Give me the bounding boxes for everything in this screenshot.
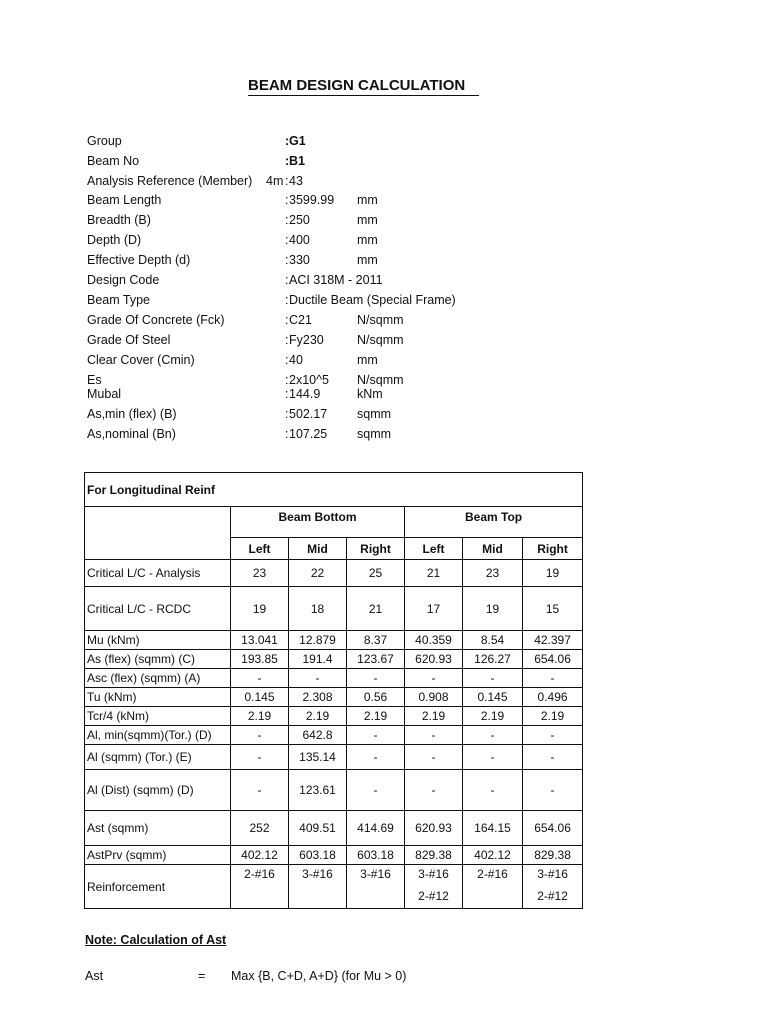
table-cell: 21 bbox=[405, 560, 463, 587]
table-row bbox=[85, 650, 583, 669]
property-value: 502.17 bbox=[289, 407, 328, 421]
table-cell: 126.27 bbox=[463, 650, 523, 669]
property-value: ACI 318M - 2011 bbox=[289, 273, 383, 287]
table-cell: 12.879 bbox=[289, 631, 347, 650]
property-colon: : bbox=[285, 373, 289, 387]
table-cell: 402.12 bbox=[463, 846, 523, 865]
table-cell: 414.69 bbox=[347, 811, 405, 846]
property-colon: : bbox=[285, 333, 289, 347]
table-cell: 620.93 bbox=[405, 650, 463, 669]
table-cell: 0.496 bbox=[523, 688, 583, 707]
property-row bbox=[0, 331, 768, 350]
table-cell: - bbox=[523, 745, 583, 770]
property-label: Beam Type bbox=[87, 293, 151, 307]
table-cell: 191.4 bbox=[289, 650, 347, 669]
reinforcement-secondary bbox=[349, 889, 402, 903]
property-unit: N/sqmm bbox=[357, 313, 404, 327]
table-cell: 620.93 bbox=[405, 811, 463, 846]
reinforcement-cell bbox=[405, 865, 463, 909]
table-cell: 15 bbox=[523, 587, 583, 631]
reinforcement-primary: 2-#16 bbox=[244, 867, 275, 881]
table-cell: 2.19 bbox=[289, 707, 347, 726]
table-cell: 252 bbox=[231, 811, 289, 846]
property-value: 400 bbox=[289, 233, 310, 247]
table-cell: 164.15 bbox=[463, 811, 523, 846]
table-cell: 2.19 bbox=[231, 707, 289, 726]
table-cell: - bbox=[347, 770, 405, 811]
table-cell: - bbox=[405, 770, 463, 811]
table-cell: 193.85 bbox=[231, 650, 289, 669]
property-row bbox=[0, 172, 768, 191]
row-label: As (flex) (sqmm) (C) bbox=[85, 650, 231, 669]
property-value: Ductile Beam (Special Frame) bbox=[289, 293, 456, 307]
table-cell: - bbox=[405, 726, 463, 745]
table-row bbox=[85, 631, 583, 650]
document-title: BEAM DESIGN CALCULATION bbox=[248, 77, 479, 96]
table-cell: 42.397 bbox=[523, 631, 583, 650]
property-row bbox=[0, 132, 768, 151]
row-label: Al (Dist) (sqmm) (D) bbox=[85, 770, 231, 811]
property-row bbox=[0, 351, 768, 370]
reinforcement-cell bbox=[463, 865, 523, 909]
property-colon: : bbox=[285, 313, 289, 327]
property-value: B1 bbox=[289, 154, 305, 168]
table-cell: 17 bbox=[405, 587, 463, 631]
property-value: 2x10^5 bbox=[289, 373, 329, 387]
property-row bbox=[0, 311, 768, 330]
property-colon: : bbox=[285, 387, 289, 401]
table-row-reinforcement bbox=[85, 865, 583, 909]
column-header: Right bbox=[523, 538, 583, 560]
table-cell: - bbox=[231, 770, 289, 811]
table-row bbox=[85, 745, 583, 770]
property-prefix: 4m bbox=[266, 174, 284, 188]
table-cell: - bbox=[405, 745, 463, 770]
property-unit: N/sqmm bbox=[357, 333, 404, 347]
table-cell: 0.145 bbox=[231, 688, 289, 707]
table-cell: 409.51 bbox=[289, 811, 347, 846]
row-label: Al, min(sqmm)(Tor.) (D) bbox=[85, 726, 231, 745]
property-label: Clear Cover (Cmin) bbox=[87, 353, 195, 367]
property-label: Effective Depth (d) bbox=[87, 253, 191, 267]
property-colon: : bbox=[285, 213, 289, 227]
reinforcement-cell bbox=[347, 865, 405, 909]
blank-cell bbox=[85, 538, 231, 560]
longitudinal-reinforcement-table bbox=[84, 472, 583, 909]
table-cell: - bbox=[347, 745, 405, 770]
reinforcement-primary: 3-#16 bbox=[537, 867, 568, 881]
property-value: 330 bbox=[289, 253, 310, 267]
row-label: Al (sqmm) (Tor.) (E) bbox=[85, 745, 231, 770]
table-cell: - bbox=[231, 726, 289, 745]
property-row bbox=[0, 271, 768, 290]
property-label: Mubal bbox=[87, 387, 122, 401]
table-cell: 8.37 bbox=[347, 631, 405, 650]
reinforcement-secondary bbox=[291, 889, 344, 903]
table-cell: 654.06 bbox=[523, 650, 583, 669]
column-header: Mid bbox=[463, 538, 523, 560]
row-label: Asc (flex) (sqmm) (A) bbox=[85, 669, 231, 688]
table-cell: - bbox=[523, 669, 583, 688]
property-row bbox=[0, 405, 768, 424]
table-row bbox=[85, 587, 583, 631]
table-cell: - bbox=[347, 669, 405, 688]
row-label: Reinforcement bbox=[85, 865, 231, 909]
table-cell: 402.12 bbox=[231, 846, 289, 865]
property-label: Beam No bbox=[87, 154, 140, 168]
property-value: 40 bbox=[289, 353, 303, 367]
property-row bbox=[0, 231, 768, 250]
property-unit: N/sqmm bbox=[357, 373, 404, 387]
property-label: Grade Of Concrete (Fck) bbox=[87, 313, 225, 327]
table-cell: - bbox=[289, 669, 347, 688]
table-cell: - bbox=[463, 726, 523, 745]
table-row bbox=[85, 726, 583, 745]
row-label: Critical L/C - Analysis bbox=[85, 560, 231, 587]
property-value: 43 bbox=[289, 174, 303, 188]
property-value: 3599.99 bbox=[289, 193, 335, 207]
blank-cell bbox=[85, 507, 231, 538]
table-cell: 829.38 bbox=[523, 846, 583, 865]
property-value: C21 bbox=[289, 313, 312, 327]
column-header: Right bbox=[347, 538, 405, 560]
table-cell: 25 bbox=[347, 560, 405, 587]
table-cell: 19 bbox=[463, 587, 523, 631]
table-cell: 22 bbox=[289, 560, 347, 587]
property-colon: : bbox=[285, 427, 289, 441]
property-colon: : bbox=[285, 253, 289, 267]
table-cell: 603.18 bbox=[347, 846, 405, 865]
row-label: Critical L/C - RCDC bbox=[85, 587, 231, 631]
table-cell: 603.18 bbox=[289, 846, 347, 865]
property-label: Analysis Reference (Member) bbox=[87, 174, 253, 188]
property-colon: : bbox=[285, 193, 289, 207]
table-heading: For Longitudinal Reinf bbox=[85, 473, 583, 507]
table-cell: 2.308 bbox=[289, 688, 347, 707]
table-row bbox=[85, 707, 583, 726]
table-cell: 2.19 bbox=[523, 707, 583, 726]
property-colon: : bbox=[285, 134, 290, 148]
property-colon: : bbox=[285, 353, 289, 367]
column-header: Mid bbox=[289, 538, 347, 560]
table-cell: - bbox=[463, 669, 523, 688]
table-cell: 0.56 bbox=[347, 688, 405, 707]
table-cell: - bbox=[405, 669, 463, 688]
table-cell: 654.06 bbox=[523, 811, 583, 846]
table-cell: 2.19 bbox=[405, 707, 463, 726]
property-row bbox=[0, 191, 768, 210]
note-formula: Max {B, C+D, A+D} (for Mu > 0) bbox=[231, 969, 407, 983]
property-unit: mm bbox=[357, 213, 378, 227]
table-row bbox=[85, 846, 583, 865]
table-row bbox=[85, 770, 583, 811]
group-beam-top: Beam Top bbox=[405, 507, 583, 538]
table-row bbox=[85, 811, 583, 846]
table-cell: 0.145 bbox=[463, 688, 523, 707]
property-colon: : bbox=[285, 233, 289, 247]
property-label: Beam Length bbox=[87, 193, 162, 207]
note-lhs: Ast bbox=[85, 969, 104, 983]
property-label: Es bbox=[87, 373, 102, 387]
row-label: Tcr/4 (kNm) bbox=[85, 707, 231, 726]
property-row bbox=[0, 291, 768, 310]
reinforcement-primary: 3-#16 bbox=[360, 867, 391, 881]
table-cell: 123.61 bbox=[289, 770, 347, 811]
row-label: AstPrv (sqmm) bbox=[85, 846, 231, 865]
table-cell: 2.19 bbox=[347, 707, 405, 726]
table-row bbox=[85, 688, 583, 707]
row-label: Tu (kNm) bbox=[85, 688, 231, 707]
property-label: As,nominal (Bn) bbox=[87, 427, 176, 441]
table-cell: - bbox=[523, 770, 583, 811]
table-cell: 40.359 bbox=[405, 631, 463, 650]
reinforcement-cell bbox=[289, 865, 347, 909]
property-colon: : bbox=[285, 154, 290, 168]
table-cell: - bbox=[463, 745, 523, 770]
table-cell: 18 bbox=[289, 587, 347, 631]
property-row bbox=[0, 251, 768, 270]
table-cell: - bbox=[523, 726, 583, 745]
property-value: G1 bbox=[289, 134, 306, 148]
table-cell: 123.67 bbox=[347, 650, 405, 669]
table-cell: 21 bbox=[347, 587, 405, 631]
property-label: Group bbox=[87, 134, 122, 148]
property-row bbox=[0, 211, 768, 230]
table-cell: 19 bbox=[523, 560, 583, 587]
property-value: Fy230 bbox=[289, 333, 324, 347]
property-value: 107.25 bbox=[289, 427, 328, 441]
table-cell: 642.8 bbox=[289, 726, 347, 745]
reinforcement-primary: 3-#16 bbox=[302, 867, 333, 881]
note-title: Note: Calculation of Ast bbox=[85, 933, 227, 947]
table-row bbox=[85, 669, 583, 688]
table-cell: 135.14 bbox=[289, 745, 347, 770]
table-cell: 23 bbox=[231, 560, 289, 587]
table-cell: - bbox=[347, 726, 405, 745]
property-label: Grade Of Steel bbox=[87, 333, 171, 347]
table-cell: 0.908 bbox=[405, 688, 463, 707]
reinforcement-secondary: 2-#12 bbox=[537, 889, 568, 903]
reinforcement-cell bbox=[523, 865, 583, 909]
property-unit: mm bbox=[357, 233, 378, 247]
property-unit: kNm bbox=[357, 387, 383, 401]
reinforcement-secondary bbox=[465, 889, 520, 903]
table-cell: 23 bbox=[463, 560, 523, 587]
table-cell: 2.19 bbox=[463, 707, 523, 726]
property-label: Breadth (B) bbox=[87, 213, 151, 227]
column-header: Left bbox=[231, 538, 289, 560]
table-cell: - bbox=[231, 745, 289, 770]
table-cell: 829.38 bbox=[405, 846, 463, 865]
group-beam-bottom: Beam Bottom bbox=[231, 507, 405, 538]
property-row bbox=[0, 425, 768, 444]
table-cell: - bbox=[231, 669, 289, 688]
table-cell: 19 bbox=[231, 587, 289, 631]
property-value: 144.9 bbox=[289, 387, 321, 401]
note-equals: = bbox=[198, 969, 206, 983]
table-cell: 8.54 bbox=[463, 631, 523, 650]
table-cell: 13.041 bbox=[231, 631, 289, 650]
property-label: Depth (D) bbox=[87, 233, 142, 247]
reinforcement-cell bbox=[231, 865, 289, 909]
property-unit: sqmm bbox=[357, 407, 392, 421]
property-colon: : bbox=[285, 407, 289, 421]
property-label: Design Code bbox=[87, 273, 160, 287]
property-row bbox=[0, 385, 768, 404]
reinforcement-secondary bbox=[233, 889, 286, 903]
property-value: 250 bbox=[289, 213, 310, 227]
property-colon: : bbox=[285, 273, 289, 287]
table-row bbox=[85, 560, 583, 587]
row-label: Mu (kNm) bbox=[85, 631, 231, 650]
property-unit: mm bbox=[357, 253, 378, 267]
reinforcement-primary: 2-#16 bbox=[477, 867, 508, 881]
row-label: Ast (sqmm) bbox=[85, 811, 231, 846]
column-header: Left bbox=[405, 538, 463, 560]
reinforcement-primary: 3-#16 bbox=[418, 867, 449, 881]
property-colon: : bbox=[285, 174, 289, 188]
reinforcement-secondary: 2-#12 bbox=[418, 889, 449, 903]
property-unit: sqmm bbox=[357, 427, 392, 441]
property-label: As,min (flex) (B) bbox=[87, 407, 177, 421]
property-unit: mm bbox=[357, 353, 378, 367]
table-cell: - bbox=[463, 770, 523, 811]
property-colon: : bbox=[285, 293, 289, 307]
property-unit: mm bbox=[357, 193, 378, 207]
property-row bbox=[0, 152, 768, 171]
